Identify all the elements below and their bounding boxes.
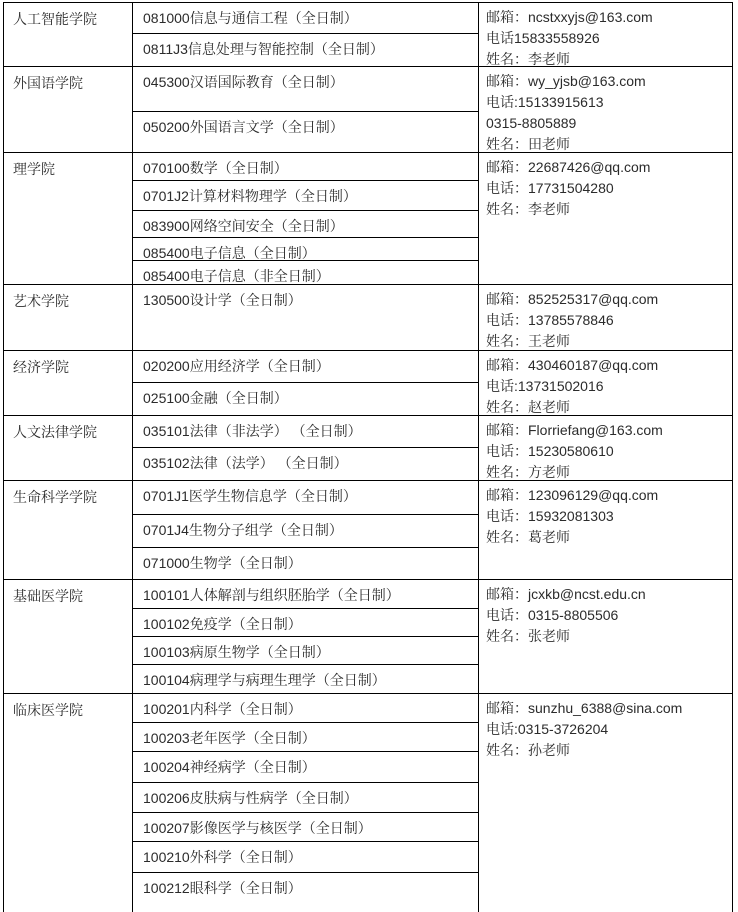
contact-name-line: 姓名：葛老师	[486, 529, 570, 545]
college-cell: 临床医学院	[4, 694, 133, 912]
table-section-ai-college	[4, 3, 732, 66]
contact-name-line: 姓名：李老师	[486, 201, 570, 217]
programs-cell	[133, 481, 479, 579]
table-section-science-college	[4, 152, 732, 284]
programs-cell	[133, 351, 479, 415]
program-row: 100102免疫学（全日制）	[133, 609, 478, 637]
contact-cell	[479, 351, 732, 415]
program-row: 035102法律（法学） （全日制）	[143, 455, 348, 471]
program-row: 100207影像医学与核医学（全日制）	[133, 813, 478, 842]
program-row: 020200应用经济学（全日制）	[133, 351, 478, 383]
contact-cell	[479, 3, 732, 66]
college-cell: 理学院	[4, 153, 133, 284]
contact-email-line: 邮箱：Florriefang@163.com	[486, 422, 663, 438]
program-row: 025100金融（全日制）	[143, 390, 288, 406]
college-cell: 艺术学院	[4, 285, 133, 350]
contact-name-line: 姓名：王老师	[486, 333, 570, 349]
table-section-humanities-law-college	[4, 415, 732, 480]
contact-cell	[479, 580, 732, 693]
contact-email-line: 邮箱：852525317@qq.com	[486, 291, 659, 307]
programs-cell	[133, 153, 479, 284]
programs-cell	[133, 3, 479, 66]
program-row: 100201内科学（全日制）	[133, 694, 478, 723]
contact-phone-line: 电话：13785578846	[486, 312, 614, 328]
program-row: 0701J4生物分子组学（全日制）	[133, 515, 478, 548]
table-section-foreign-languages	[4, 66, 732, 152]
program-row: 085400电子信息（全日制）	[133, 238, 478, 261]
contact-phone-line: 电话:15133915613	[486, 94, 604, 110]
contact-cell	[479, 416, 732, 480]
contact-email-line: 邮箱：430460187@qq.com	[486, 357, 659, 373]
program-row: 100104病理学与病理生理学（全日制）	[143, 672, 386, 688]
program-row: 0811J3信息处理与智能控制（全日制）	[143, 41, 384, 57]
program-row: 100101人体解剖与组织胚胎学（全日制）	[133, 580, 478, 609]
program-row: 081000信息与通信工程（全日制）	[133, 3, 478, 34]
table-section-basic-medicine-college	[4, 579, 732, 693]
program-row: 100206皮肤病与性病学（全日制）	[133, 783, 478, 813]
contact-name-line: 姓名：孙老师	[486, 742, 570, 758]
table-section-life-science-college	[4, 480, 732, 579]
contact-phone-line: 电话:13731502016	[486, 378, 604, 394]
admissions-contact-table	[3, 2, 733, 912]
program-row: 050200外国语言文学（全日制）	[143, 119, 344, 135]
college-cell: 外国语学院	[4, 67, 133, 152]
table-section-economics-college	[4, 350, 732, 415]
contact-email-line: 邮箱：123096129@qq.com	[486, 487, 659, 503]
program-row: 100103病原生物学（全日制）	[133, 637, 478, 665]
contact-phone-line: 电话：15230580610	[486, 443, 614, 459]
contact-phone-line: 电话15833558926	[486, 30, 600, 46]
programs-cell	[133, 416, 479, 480]
table-section-clinical-medicine-college	[4, 693, 732, 912]
contact-name-line: 姓名：田老师	[486, 136, 570, 152]
contact-cell	[479, 67, 732, 152]
contact-phone-line: 电话：17731504280	[486, 180, 614, 196]
college-cell: 人工智能学院	[4, 3, 133, 66]
contact-name-line: 姓名：张老师	[486, 628, 570, 644]
contact-email-line: 邮箱：wy_yjsb@163.com	[486, 73, 646, 89]
contact-cell	[479, 694, 732, 912]
program-row: 100203老年医学（全日制）	[133, 723, 478, 752]
college-cell: 基础医学院	[4, 580, 133, 693]
program-row: 100210外科学（全日制）	[133, 842, 478, 873]
table-section-art-college	[4, 284, 732, 350]
college-cell: 生命科学学院	[4, 481, 133, 579]
contact-cell	[479, 285, 732, 350]
contact-cell	[479, 481, 732, 579]
contact-name-line: 姓名：李老师	[486, 51, 570, 66]
programs-cell	[133, 694, 479, 912]
program-row: 100212眼科学（全日制）	[143, 880, 302, 896]
program-row: 071000生物学（全日制）	[143, 555, 302, 571]
program-row: 083900网络空间安全（全日制）	[133, 211, 478, 238]
program-row: 045300汉语国际教育（全日制）	[133, 67, 478, 112]
contact-phone2-line: 0315-8805889	[486, 115, 577, 131]
contact-email-line: 邮箱：ncstxxyjs@163.com	[486, 9, 653, 25]
program-row: 100204神经病学（全日制）	[133, 752, 478, 783]
college-cell: 人文法律学院	[4, 416, 133, 480]
programs-cell	[133, 67, 479, 152]
contact-cell	[479, 153, 732, 284]
programs-cell	[133, 580, 479, 693]
contact-phone-line: 电话：0315-8805506	[486, 607, 619, 623]
contact-email-line: 邮箱：jcxkb@ncst.edu.cn	[486, 586, 646, 602]
programs-cell	[133, 285, 479, 350]
program-row: 070100数学（全日制）	[133, 153, 478, 181]
program-row: 085400电子信息（非全日制）	[143, 268, 330, 284]
contact-email-line: 邮箱：sunzhu_6388@sina.com	[486, 700, 683, 716]
contact-name-line: 姓名：赵老师	[486, 399, 570, 415]
program-row: 130500设计学（全日制）	[143, 292, 302, 308]
college-cell: 经济学院	[4, 351, 133, 415]
contact-phone-line: 电话:0315-3726204	[486, 721, 609, 737]
contact-email-line: 邮箱：22687426@qq.com	[486, 159, 651, 175]
contact-name-line: 姓名：方老师	[486, 464, 570, 480]
program-row: 0701J2计算材料物理学（全日制）	[133, 181, 478, 211]
contact-phone-line: 电话：15932081303	[486, 508, 614, 524]
program-row: 035101法律（非法学） （全日制）	[133, 416, 478, 448]
program-row: 0701J1医学生物信息学（全日制）	[133, 481, 478, 515]
